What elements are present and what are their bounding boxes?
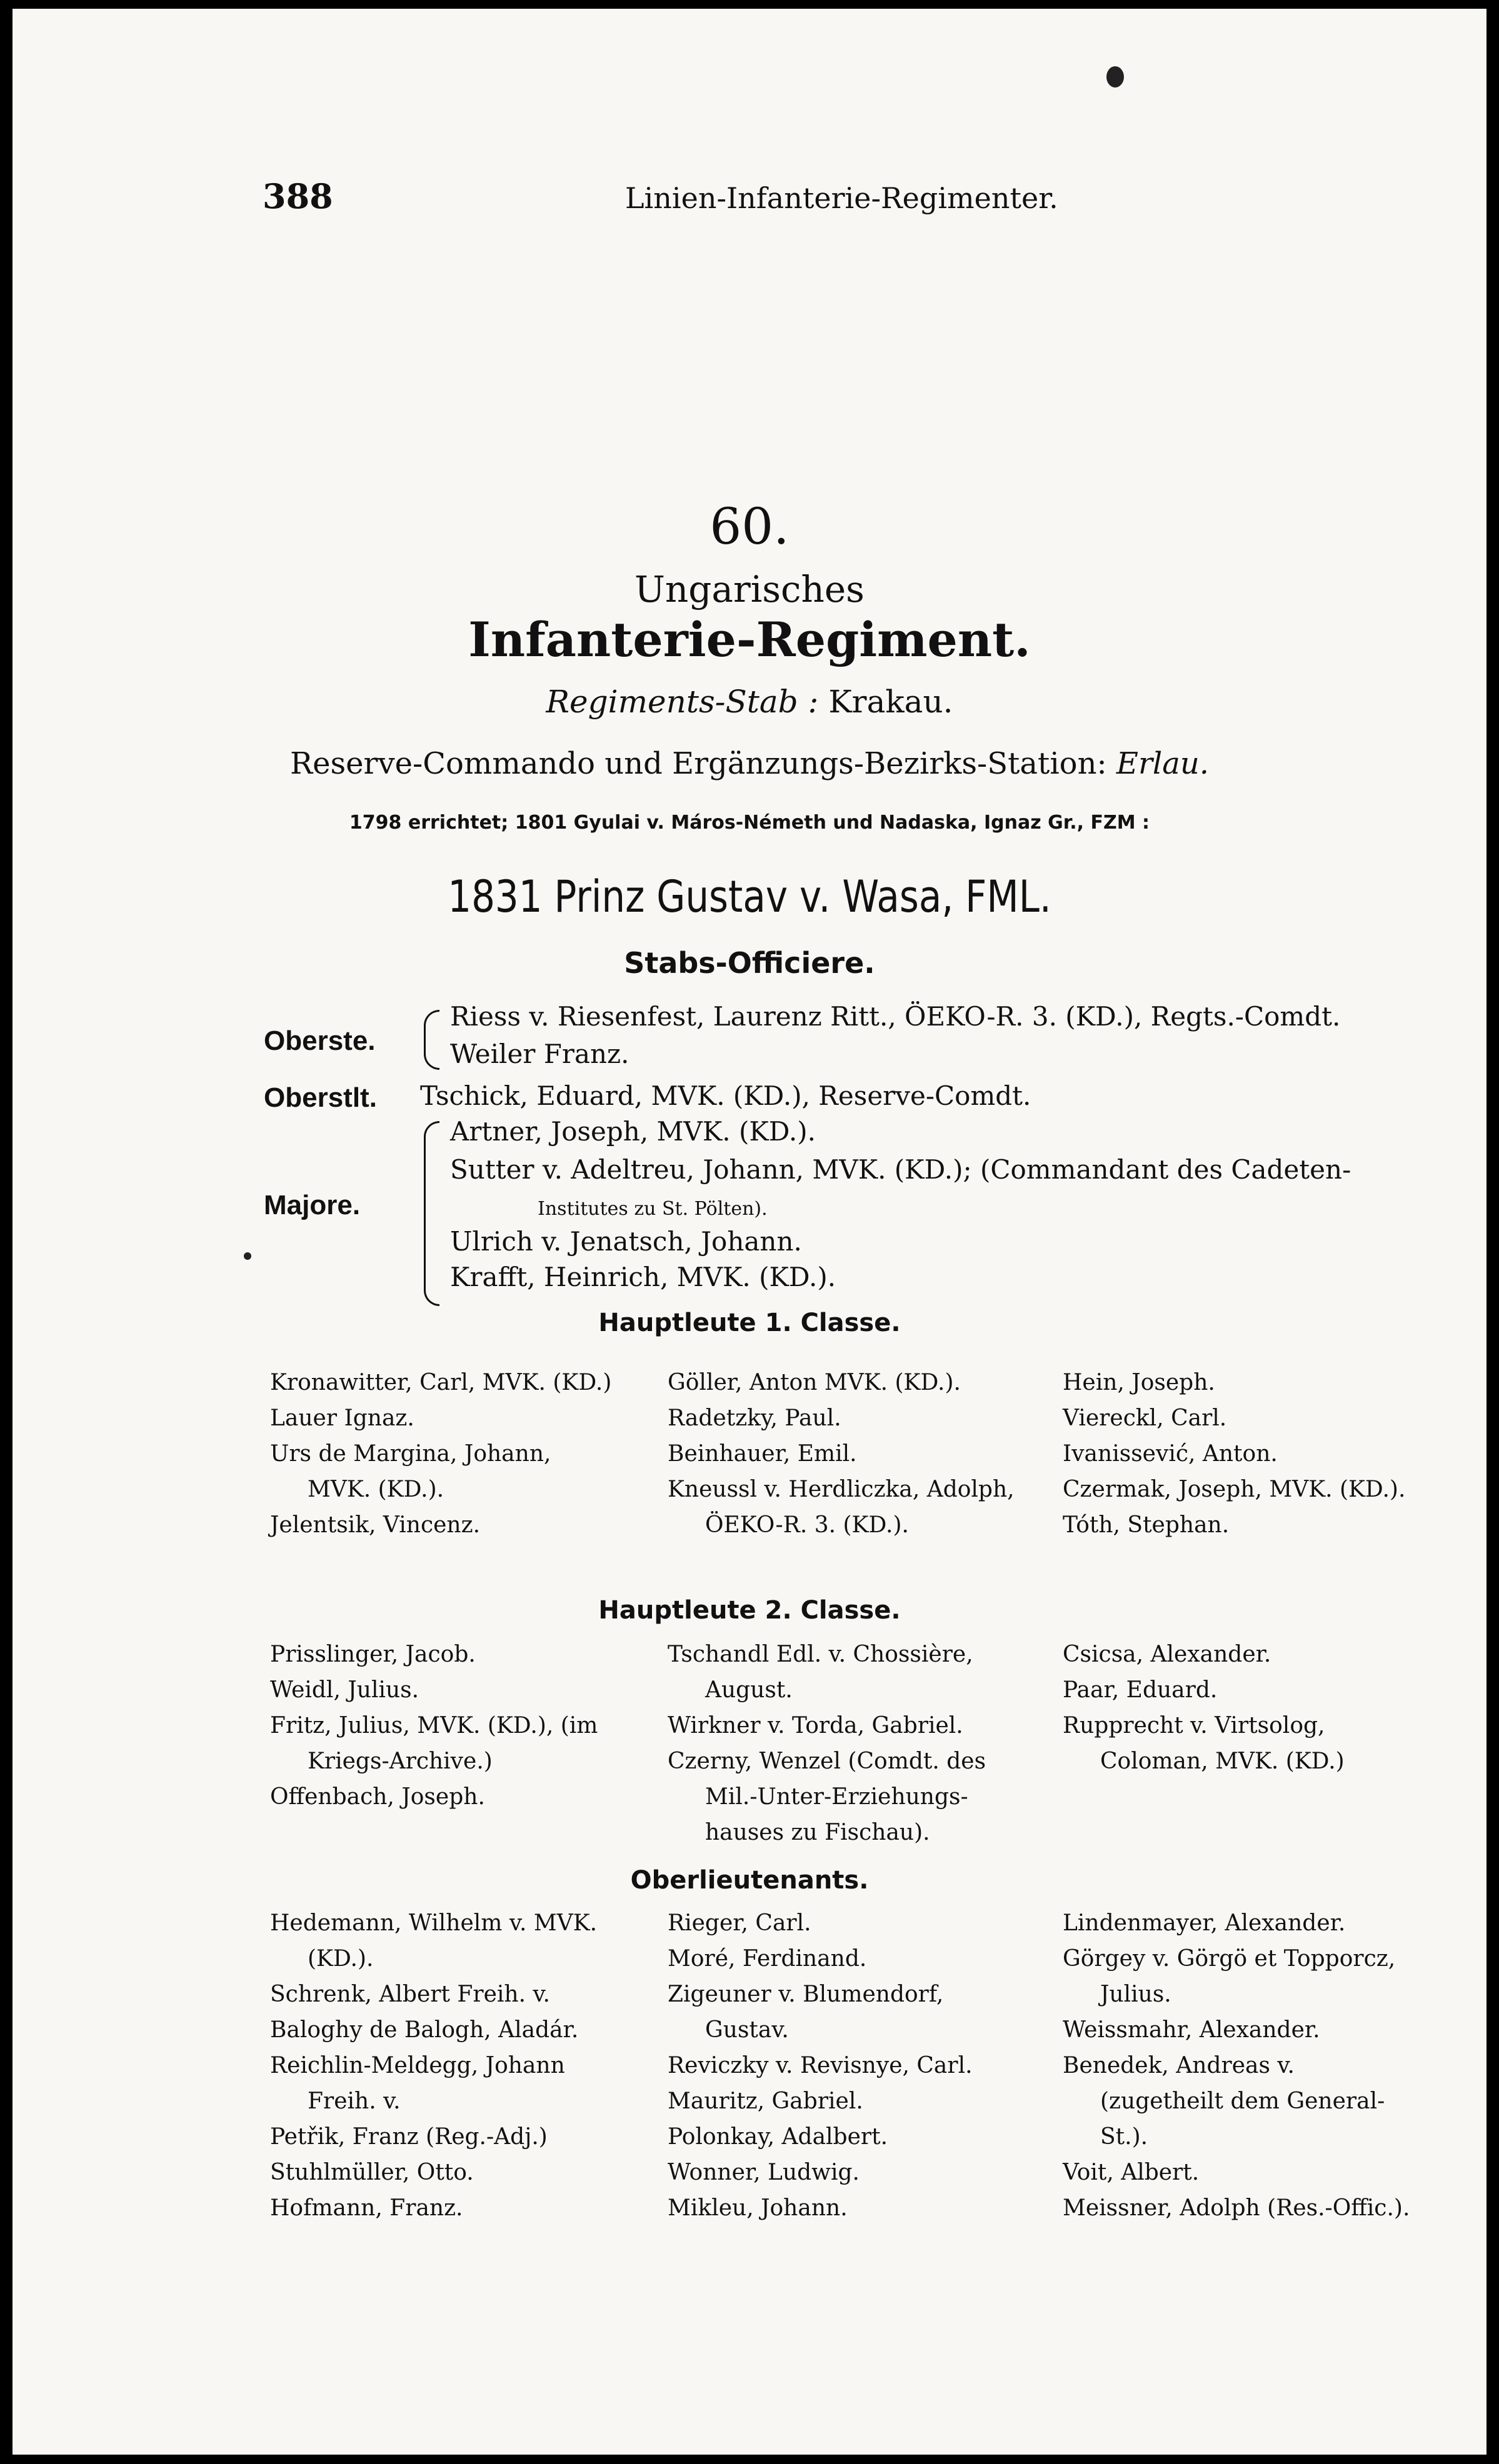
officer-entry: Kronawitter, Carl, MVK. (KD.) [270, 1370, 612, 1395]
officer-entry: Offenbach, Joseph. [270, 1784, 485, 1810]
officer-entry: Petřik, Franz (Reg.-Adj.) [270, 2124, 548, 2150]
majore-label: Majore. [264, 1190, 361, 1220]
officer-entry: Lauer Ignaz. [270, 1405, 414, 1431]
hauptleute-1-col3 [1063, 1365, 1413, 1543]
oberste-entry: Riess v. Riesenfest, Laurenz Ritt., ÖEKO-R. 3. (KD.), Regts.-Comdt. [450, 1001, 1341, 1032]
reserve-prefix: Reserve-Commando und Ergänzungs-Bezirks-Station: [289, 746, 1107, 781]
officer-entry: Jelentsik, Vincenz. [270, 1512, 481, 1538]
hauptleute-2-col3 [1063, 1637, 1413, 1779]
oberste-brace [424, 1010, 439, 1070]
major-entry: Ulrich v. Jenatsch, Johann. [450, 1226, 802, 1257]
officer-entry: Hofmann, Franz. [270, 2195, 463, 2221]
oberlieutenants-col3 [1063, 1905, 1413, 2226]
majore-brace [424, 1121, 439, 1306]
officer-entry: Reichlin-Meldegg, Johann Freih. v. [270, 2053, 565, 2114]
oberstlt-entry: Tschick, Eduard, MVK. (KD.), Reserve-Comdt. [420, 1080, 1031, 1111]
officer-entry: Prisslinger, Jacob. [270, 1642, 476, 1667]
major-entry: Krafft, Heinrich, MVK. (KD.). [450, 1262, 836, 1292]
major-entry: Sutter v. Adeltreu, Johann, MVK. (KD.); (Commandant des Cadeten- [450, 1154, 1351, 1185]
officer-entry: Wirkner v. Torda, Gabriel. [668, 1713, 963, 1738]
ink-speck [244, 1252, 251, 1260]
officer-entry: Czermak, Joseph, MVK. (KD.). [1063, 1477, 1406, 1502]
officer-entry: Beinhauer, Emil. [668, 1441, 857, 1467]
officer-entry: Ivanissević, Anton. [1063, 1441, 1278, 1467]
regiment-nationality: Ungarisches [634, 568, 865, 611]
officer-entry: Baloghy de Balogh, Aladár. [270, 2017, 579, 2043]
officer-entry: Czerny, Wenzel (Comdt. des Mil.-Unter-Erziehungs-hauses zu Fischau). [668, 1748, 986, 1845]
officer-entry: Weissmahr, Alexander. [1063, 2017, 1320, 2043]
officer-entry: Moré, Ferdinand. [668, 1946, 867, 1972]
stab-label: Regiments-Stab : [546, 684, 819, 720]
hauptleute-2-col2 [668, 1637, 1018, 1850]
page-number: 388 [263, 176, 333, 216]
oberste-entry: Weiler Franz. [450, 1039, 629, 1069]
oberlieutenants-col1 [270, 1905, 620, 2226]
regiment-number: 60. [709, 497, 790, 556]
officer-entry: Rieger, Carl. [668, 1910, 811, 1936]
officer-entry: Meissner, Adolph (Res.-Offic.). [1063, 2195, 1410, 2221]
officer-entry: Csicsa, Alexander. [1063, 1642, 1271, 1667]
officer-entry: Tschandl Edl. v. Chossière, August. [668, 1642, 973, 1703]
officer-entry: Viereckl, Carl. [1063, 1405, 1227, 1431]
regiment-owner: 1831 Prinz Gustav v. Wasa, FML. [448, 871, 1051, 922]
officer-entry: Fritz, Julius, MVK. (KD.), (im Kriegs-Archive.) [270, 1713, 598, 1774]
officer-entry: Urs de Margina, Johann, MVK. (KD.). [270, 1441, 551, 1502]
officer-entry: Benedek, Andreas v. (zugetheilt dem General-St.). [1063, 2053, 1385, 2150]
officer-entry: Mikleu, Johann. [668, 2195, 848, 2221]
officer-entry: Stuhlmüller, Otto. [270, 2160, 474, 2185]
oberlieutenants-col2 [668, 1905, 1018, 2226]
regiment-type: Infanterie-Regiment. [468, 612, 1031, 667]
officer-entry: Paar, Eduard. [1063, 1677, 1218, 1703]
oberstlt-label: Oberstlt. [264, 1082, 377, 1113]
officer-entry: Wonner, Ludwig. [668, 2160, 860, 2185]
hauptleute-1-col2 [668, 1365, 1018, 1543]
officer-entry: Weidl, Julius. [270, 1677, 419, 1703]
stabs-officiere-heading: Stabs-Officiere. [624, 946, 875, 980]
hauptleute-1-col1 [270, 1365, 620, 1543]
officer-entry: Kneussl v. Herdliczka, Adolph, ÖEKO-R. 3. (KD.). [668, 1477, 1015, 1538]
oberlieutenants-heading: Oberlieutenants. [630, 1866, 869, 1895]
stab-city: Krakau. [828, 684, 953, 720]
officer-entry: Hein, Joseph. [1063, 1370, 1215, 1395]
regiment-stab [13, 684, 1486, 720]
officer-entry: Mauritz, Gabriel. [668, 2088, 863, 2114]
hauptleute-1-heading: Hauptleute 1. Classe. [598, 1309, 901, 1337]
officer-entry: Reviczky v. Revisnye, Carl. [668, 2053, 973, 2078]
officer-entry: Görgey v. Görgö et Topporcz, Julius. [1063, 1946, 1396, 2007]
running-title: Linien-Infanterie-Regimenter. [625, 181, 1058, 215]
page-sheet [13, 9, 1486, 2455]
hauptleute-2-heading: Hauptleute 2. Classe. [598, 1596, 901, 1625]
reserve-city: Erlau. [1116, 746, 1210, 781]
officer-entry: Zigeuner v. Blumendorf, Gustav. [668, 1982, 944, 2043]
reserve-station [13, 746, 1486, 781]
officer-entry: Voit, Albert. [1063, 2160, 1200, 2185]
regiment-history: 1798 errichtet; 1801 Gyulai v. Máros-Németh und Nadaska, Ignaz Gr., FZM : [349, 812, 1150, 834]
officer-entry: Rupprecht v. Virtsolog, Coloman, MVK. (KD.) [1063, 1713, 1345, 1774]
major-entry: Artner, Joseph, MVK. (KD.). [450, 1116, 816, 1147]
hauptleute-2-col1 [270, 1637, 620, 1815]
officer-entry: Radetzky, Paul. [668, 1405, 841, 1431]
officer-entry: Polonkay, Adalbert. [668, 2124, 888, 2150]
officer-entry: Göller, Anton MVK. (KD.). [668, 1370, 961, 1395]
officer-entry: Lindenmayer, Alexander. [1063, 1910, 1346, 1936]
officer-entry: Hedemann, Wilhelm v. MVK. (KD.). [270, 1910, 598, 1972]
major-entry-continuation: Institutes zu St. Pölten). [538, 1198, 768, 1220]
officer-entry: Tóth, Stephan. [1063, 1512, 1230, 1538]
ink-speck [1106, 66, 1124, 87]
officer-entry: Schrenk, Albert Freih. v. [270, 1982, 550, 2007]
oberste-label: Oberste. [264, 1025, 376, 1056]
